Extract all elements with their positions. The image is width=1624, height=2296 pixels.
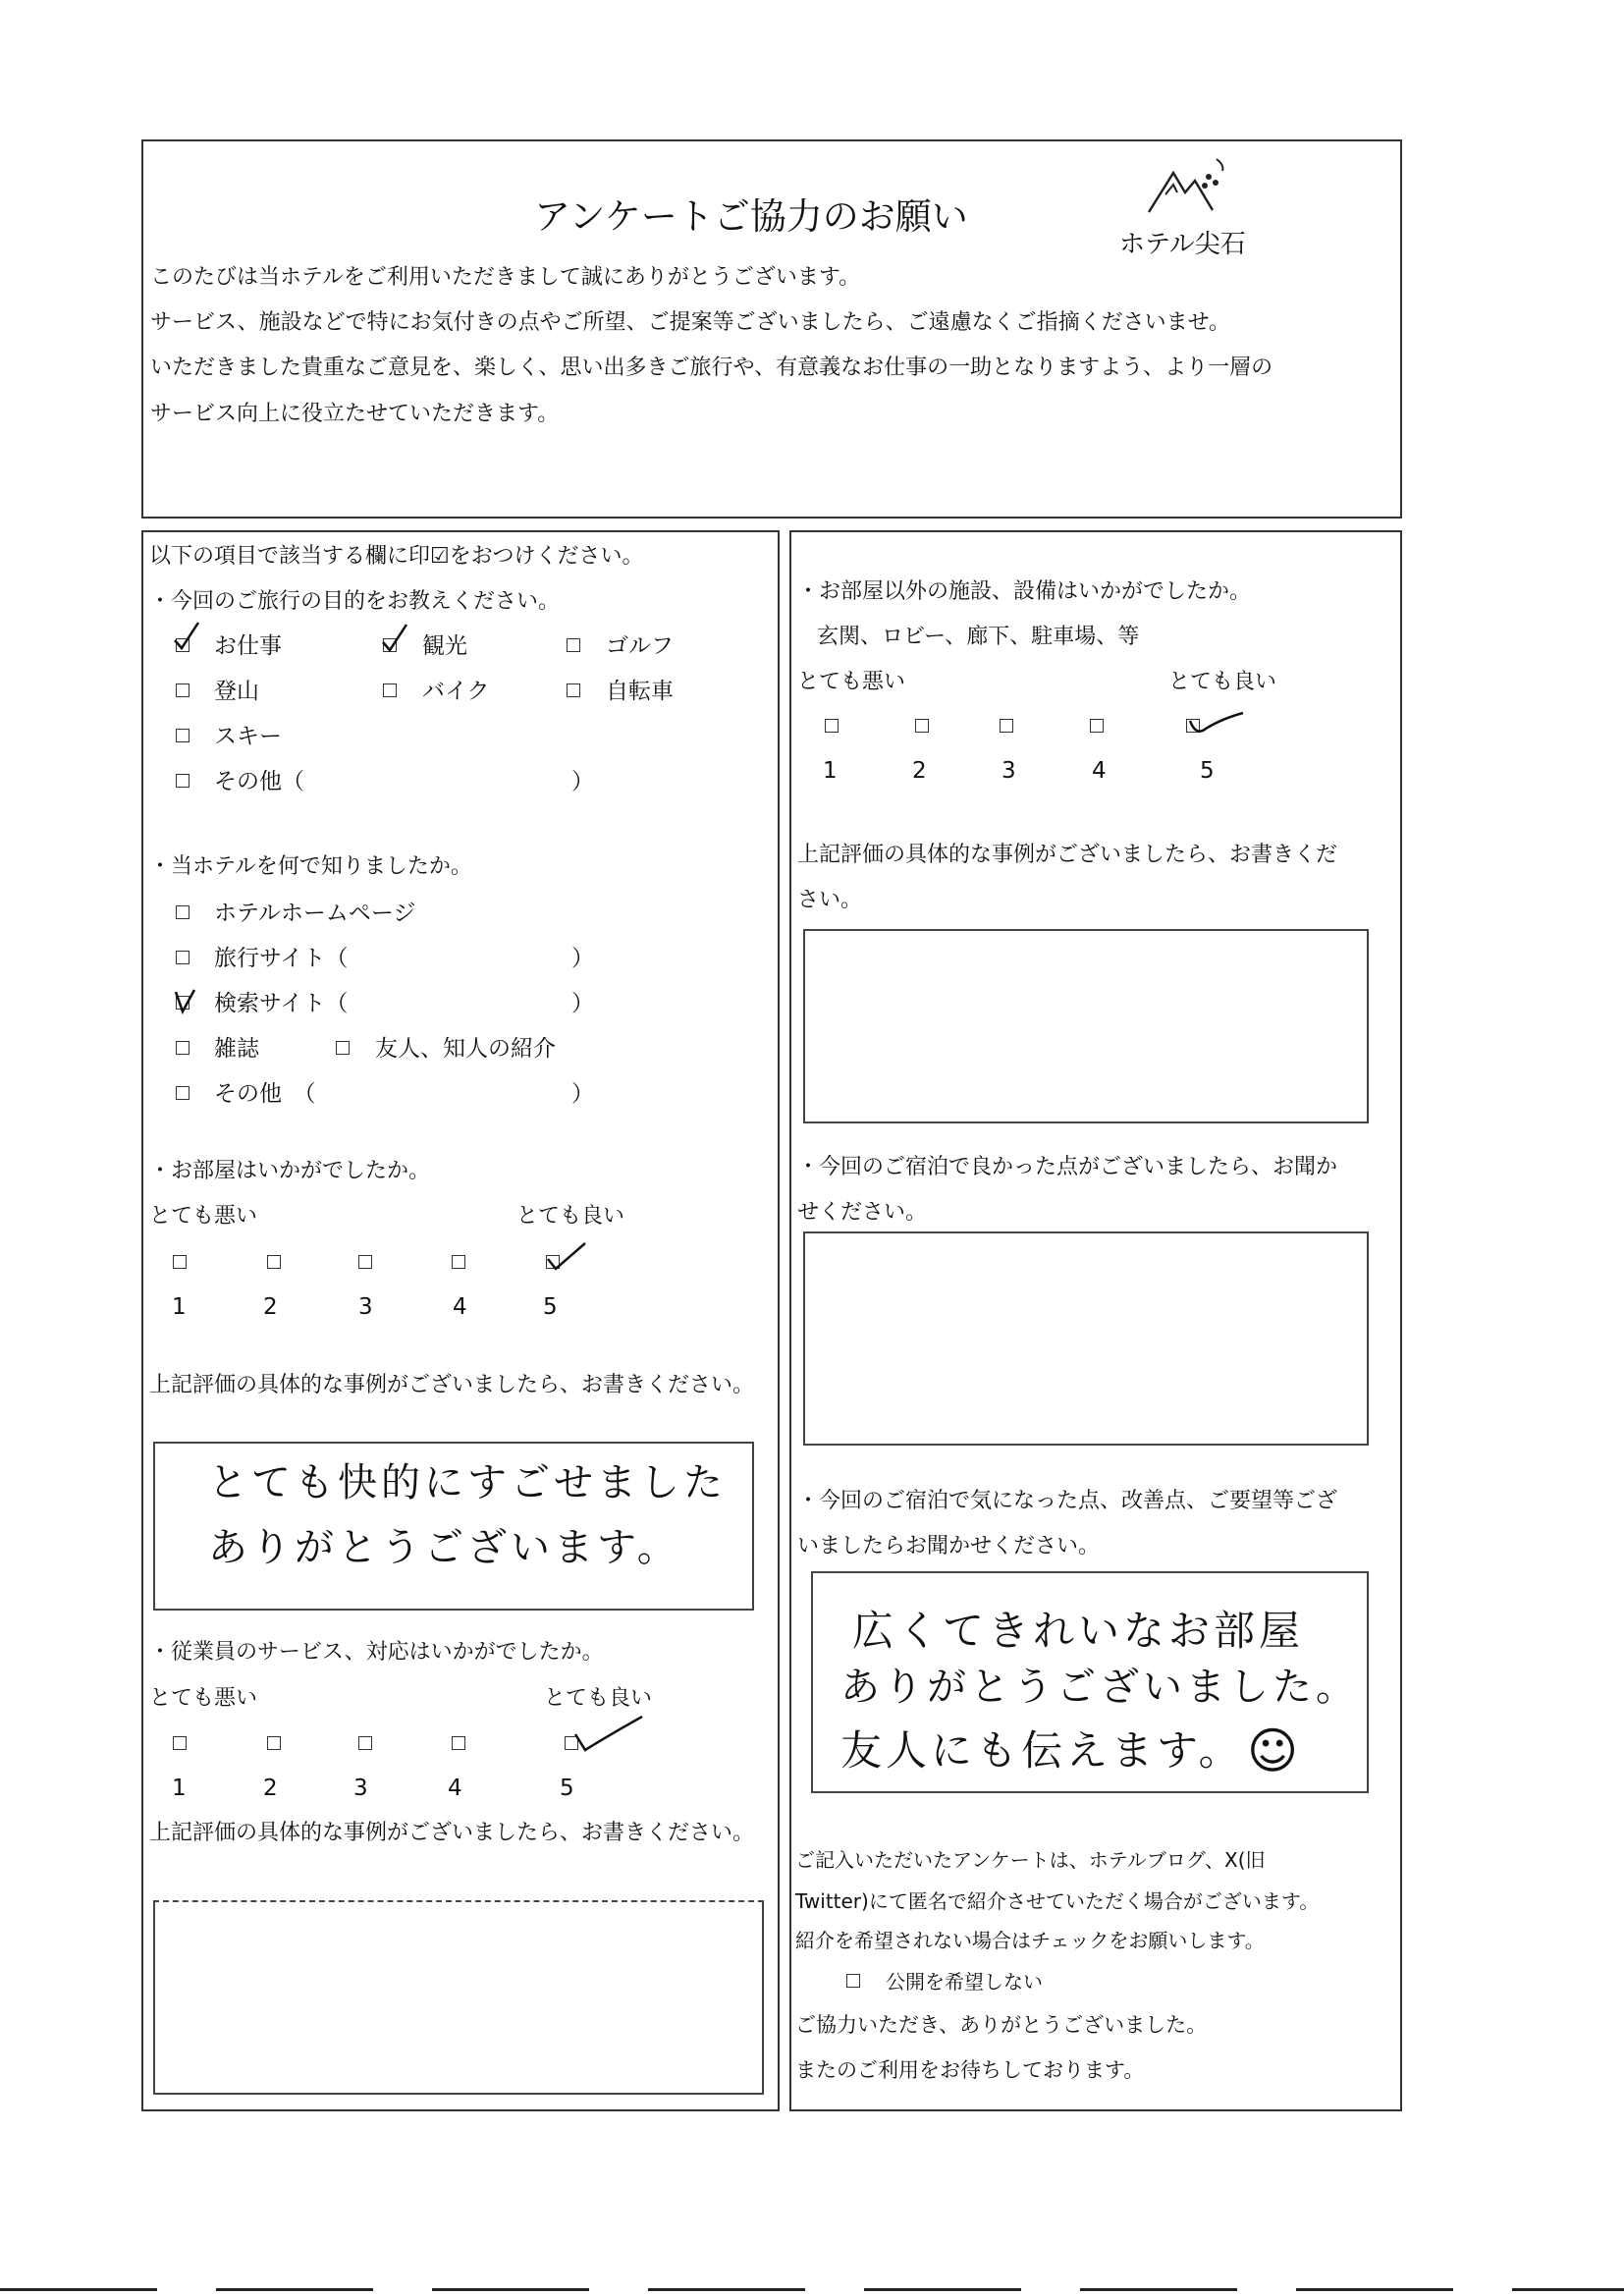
rating-checkbox-3[interactable] (358, 1255, 372, 1269)
staff-comment-box[interactable] (153, 1900, 764, 2095)
scale-low-label: とても悪い (797, 670, 906, 694)
scale-number: 4 (1092, 758, 1107, 784)
checkmark-icon (381, 621, 410, 650)
option-search-site: 検索サイト（ (214, 991, 349, 1016)
scale-number: 3 (353, 1776, 368, 1801)
q2-label: ・当ホテルを何で知りましたか。 (149, 854, 472, 879)
checkbox-golf[interactable] (567, 638, 580, 652)
scale-number: 2 (263, 1294, 278, 1320)
checkbox-other-purpose[interactable] (176, 774, 189, 788)
checkmark-icon (544, 1241, 587, 1271)
scale-number: 5 (543, 1294, 558, 1320)
intro-line-1: このたびは当ホテルをご利用いただきまして誠にありがとうございます。 (150, 265, 861, 290)
comment-prompt: 上記評価の具体的な事例がございましたら、お書きください。 (149, 1821, 755, 1845)
scale-number: 4 (448, 1776, 462, 1801)
checkbox-bike[interactable] (383, 683, 397, 697)
q1-label: ・今回のご旅行の目的をお教えください。 (149, 589, 561, 614)
scale-number: 2 (912, 758, 927, 784)
scale-number: 1 (823, 758, 838, 784)
checkmark-icon (173, 619, 202, 648)
q4-label: ・従業員のサービス、対応はいかがでしたか。 (149, 1640, 604, 1665)
handwritten-comment: 広くてきれいなお部屋 (852, 1607, 1305, 1655)
option-friend-referral: 友人、知人の紹介 (375, 1036, 556, 1062)
checkbox-other-source[interactable] (176, 1086, 189, 1100)
option-hotel-homepage: ホテルホームページ (214, 901, 416, 926)
facility-comment-box[interactable] (803, 929, 1369, 1123)
scale-number: 1 (172, 1294, 187, 1320)
instruction-text: 以下の項目で該当する欄に印☑をおつけください。 (149, 544, 644, 569)
rating-checkbox-2[interactable] (267, 1736, 281, 1750)
rating-checkbox-2[interactable] (915, 719, 929, 733)
rating-checkbox-4[interactable] (452, 1255, 465, 1269)
scale-number: 1 (172, 1776, 187, 1801)
thanks-text: ご協力いただき、ありがとうございました。 (795, 2013, 1208, 2037)
paren-close: ） (571, 946, 594, 971)
checkmark-icon (173, 988, 196, 1013)
scale-high-label: とても良い (1168, 670, 1277, 694)
rating-checkbox-4[interactable] (452, 1736, 465, 1750)
q6-label: ・今回のご宿泊で良かった点がございましたら、お聞か (797, 1155, 1338, 1179)
handwritten-comment: ありがとうございます。 (208, 1525, 680, 1570)
footer-text: ご記入いただいたアンケートは、ホテルブログ、X(旧 (795, 1848, 1266, 1872)
checkbox-climbing[interactable] (176, 683, 189, 697)
rating-checkbox-1[interactable] (825, 719, 839, 733)
option-climbing: 登山 (214, 679, 259, 704)
closing-text: またのご利用をお待ちしております。 (795, 2058, 1145, 2082)
rating-checkbox-3[interactable] (1000, 719, 1013, 733)
scale-number: 2 (263, 1776, 278, 1801)
paren-close: ） (571, 769, 594, 794)
option-golf: ゴルフ (606, 633, 674, 659)
scale-number: 5 (560, 1776, 574, 1801)
option-sightseeing: 観光 (422, 633, 467, 659)
intro-line-2: サービス、施設などで特にお気付きの点やご所望、ご提案等ございましたら、ご遠慮なくご指摘くださいませ。 (150, 310, 1231, 335)
option-other-source: その他 （ (214, 1081, 316, 1107)
footer-text: 紹介を希望されない場合はチェックをお願いします。 (795, 1929, 1265, 1952)
paren-close: ） (571, 1081, 594, 1107)
option-bike: バイク (422, 679, 490, 704)
comment-prompt: さい。 (797, 888, 863, 912)
optout-label: 公開を希望しない (886, 1970, 1043, 1994)
checkbox-bicycle[interactable] (567, 683, 580, 697)
rating-checkbox-1[interactable] (173, 1736, 187, 1750)
scale-low-label: とても悪い (149, 1204, 258, 1229)
scale-number: 3 (358, 1294, 373, 1320)
option-work: お仕事 (214, 633, 282, 659)
rating-checkbox-3[interactable] (358, 1736, 372, 1750)
handwritten-comment: 友人にも伝えます。 (840, 1726, 1244, 1775)
intro-line-3: いただきました貴重なご意見を、楽しく、思い出多きご旅行や、有意義なお仕事の一助となりますよう、より一層の (150, 355, 1273, 380)
option-travel-site: 旅行サイト（ (214, 946, 349, 971)
page-title: アンケートご協力のお願い (534, 195, 968, 238)
option-other-purpose: その他（ (214, 769, 304, 794)
scale-high-label: とても良い (544, 1686, 653, 1711)
scale-number: 5 (1200, 758, 1215, 784)
q3-label: ・お部屋はいかがでしたか。 (149, 1159, 431, 1183)
checkbox-hotel-homepage[interactable] (176, 905, 189, 919)
q5-label: ・お部屋以外の施設、設備はいかがでしたか。 (797, 579, 1252, 604)
intro-line-4: サービス向上に役立たせていただきます。 (150, 402, 560, 426)
comment-prompt: 上記評価の具体的な事例がございましたら、お書きください。 (149, 1373, 755, 1397)
rating-checkbox-1[interactable] (173, 1255, 187, 1269)
q6-label: せください。 (797, 1200, 928, 1225)
handwritten-comment: ありがとうございました。 (840, 1665, 1359, 1710)
q7-label: いましたらお聞かせください。 (797, 1534, 1101, 1558)
option-bicycle: 自転車 (606, 679, 674, 704)
optout-checkbox[interactable] (846, 1974, 860, 1988)
handwritten-comment: とても快的にすごせました (208, 1460, 727, 1505)
scale-number: 4 (453, 1294, 467, 1320)
scan-edge-line (0, 2288, 1624, 2291)
paren-close: ） (571, 991, 594, 1016)
comment-prompt: 上記評価の具体的な事例がございましたら、お書きくだ (797, 843, 1338, 867)
option-ski: スキー (214, 724, 282, 749)
scale-low-label: とても悪い (149, 1686, 258, 1711)
footer-text: Twitter)にて匿名で紹介させていただく場合がございます。 (795, 1889, 1320, 1913)
rating-checkbox-2[interactable] (267, 1255, 281, 1269)
scale-high-label: とても良い (516, 1204, 625, 1229)
checkbox-ski[interactable] (176, 729, 189, 742)
logo-text: ホテル尖石 (1119, 230, 1246, 259)
q7-label: ・今回のご宿泊で気になった点、改善点、ご要望等ござ (797, 1489, 1338, 1513)
left-panel (141, 530, 780, 2111)
good-points-box[interactable] (803, 1231, 1369, 1446)
checkmark-icon (1186, 707, 1245, 737)
hotel-logo (1100, 155, 1267, 273)
option-magazine: 雑誌 (214, 1036, 259, 1062)
rating-checkbox-4[interactable] (1090, 719, 1104, 733)
q5-examples: 玄関、ロビー、廊下、駐車場、等 (817, 625, 1140, 649)
checkbox-travel-site[interactable] (176, 951, 189, 964)
checkbox-magazine[interactable] (176, 1041, 189, 1055)
smiley-icon: ☺ (1247, 1722, 1299, 1779)
mountain-icon (1144, 155, 1232, 224)
scale-number: 3 (1001, 758, 1016, 784)
checkbox-friend-referral[interactable] (336, 1041, 350, 1055)
checkmark-icon (571, 1715, 644, 1754)
